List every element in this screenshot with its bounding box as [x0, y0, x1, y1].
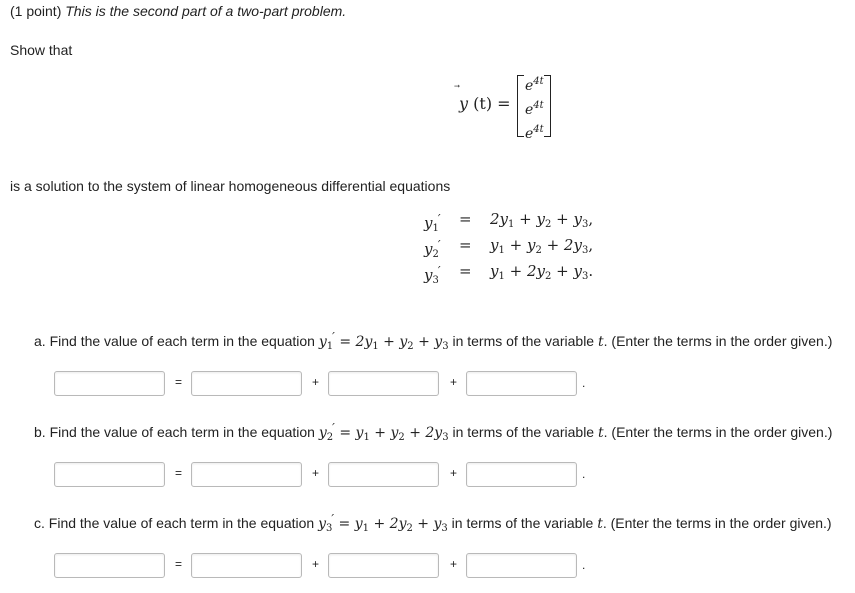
part-c-term-2-input[interactable]	[191, 553, 302, 578]
plus-sign: +	[450, 375, 458, 389]
matrix-entries	[525, 72, 544, 144]
plus-sign: +	[312, 375, 320, 389]
part-b-term-1-input[interactable]	[54, 462, 165, 487]
part-c-term-1-input[interactable]	[54, 553, 165, 578]
solution-text: is a solution to the system of linear homogeneous differential equations	[10, 178, 451, 194]
matrix-left-bracket	[517, 75, 524, 137]
points-label: (1 point)	[10, 3, 62, 19]
system-rhs-2: $y_1 + y_2 + 2y_3$,	[490, 236, 594, 256]
part-c-term-3-input[interactable]	[328, 553, 439, 578]
system-rhs-3: $y_1 + 2y_2 + y_3$.	[490, 262, 594, 282]
part-b-term-2-input[interactable]	[191, 462, 302, 487]
part-a-question: a. Find the value of each term in the equation $y_1' = 2y_1 + y_2 + y_3$ in terms of the variable t. (Enter the terms in the order given.)	[34, 330, 833, 352]
matrix-right-bracket	[544, 75, 551, 137]
part-c-term-4-input[interactable]	[466, 553, 577, 578]
plus-sign: +	[450, 557, 458, 571]
period: .	[582, 467, 586, 481]
equals-sign: =	[175, 466, 183, 480]
equals-sign: =	[175, 375, 183, 389]
system-rhs	[490, 206, 593, 284]
system-lhs-3: $y_3'$	[424, 264, 441, 286]
plus-sign: +	[312, 557, 320, 571]
problem-header	[10, 3, 346, 19]
part-a-term-4-input[interactable]	[466, 371, 577, 396]
part-a-term-2-input[interactable]	[191, 371, 302, 396]
matrix-entry-1: $e^{4t}$	[525, 76, 544, 94]
plus-sign: +	[450, 466, 458, 480]
system-rhs-1: $2y_1 + y_2 + y_3$,	[490, 210, 594, 230]
system-lhs-1: $y_1'$	[424, 212, 441, 234]
part-b-question: b. Find the value of each term in the equation $y_2' = y_1 + y_2 + 2y_3$ in terms of the variable t. (Enter the terms in the order given.)	[34, 421, 833, 443]
part-c-question: c. Find the value of each term in the equation $y_3' = y_1 + 2y_2 + y_3$ in terms of the variable t. (Enter the terms in the order given.)	[34, 512, 832, 534]
part-a-term-3-input[interactable]	[328, 371, 439, 396]
vector-lhs: y (t) =	[459, 94, 511, 113]
matrix-entry-2: $e^{4t}$	[525, 100, 544, 118]
intro-text: This is the second part of a two-part problem.	[65, 3, 347, 19]
equals-sign: =	[175, 557, 183, 571]
system-equals: = = =	[459, 210, 472, 280]
plus-sign: +	[312, 466, 320, 480]
matrix-entry-3: $e^{4t}$	[525, 124, 544, 142]
part-a-term-1-input[interactable]	[54, 371, 165, 396]
period: .	[582, 376, 586, 390]
part-b-term-3-input[interactable]	[328, 462, 439, 487]
show-that-text: Show that	[10, 42, 73, 58]
period: .	[582, 558, 586, 572]
system-lhs-2: $y_2'$	[424, 238, 441, 260]
system-lhs	[424, 206, 444, 284]
part-b-term-4-input[interactable]	[466, 462, 577, 487]
